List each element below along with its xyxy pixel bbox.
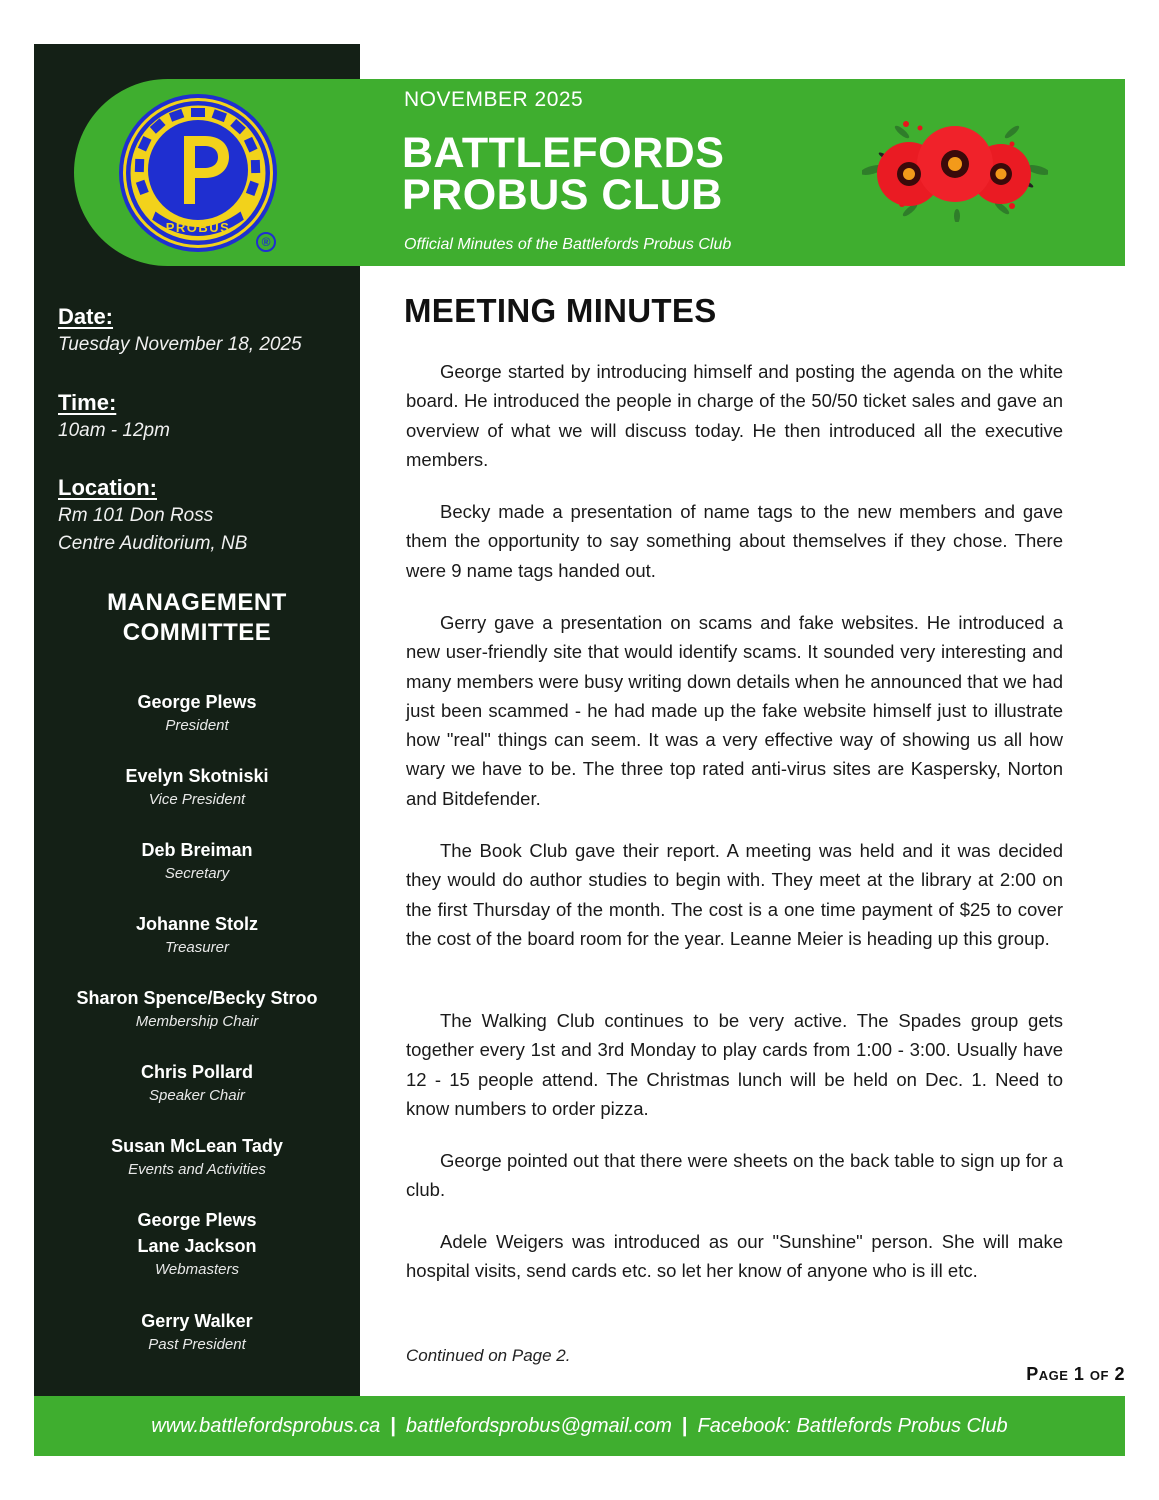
time-block bbox=[58, 389, 170, 445]
time-value: 10am - 12pm bbox=[58, 420, 170, 441]
paragraph-text: Adele Weigers was introduced as our "Sunshine" person. She will make hospital visits, send cards etc. so let her know of anyone who is ill etc. bbox=[406, 1231, 1063, 1282]
member-name: Deb Breiman bbox=[141, 840, 253, 860]
club-title bbox=[402, 129, 725, 219]
committee-member bbox=[34, 689, 360, 737]
svg-text:PROBUS: PROBUS bbox=[165, 220, 231, 235]
member-role: Speaker Chair bbox=[149, 1087, 245, 1104]
paragraph-text: George pointed out that there were sheets on the back table to sign up for a club. bbox=[406, 1150, 1063, 1201]
time-label: Time: bbox=[58, 390, 117, 415]
continued-note: Continued on Page 2. bbox=[406, 1346, 571, 1365]
committee-member bbox=[34, 985, 360, 1033]
paragraph bbox=[406, 1227, 1063, 1286]
committee-heading bbox=[34, 588, 360, 648]
paragraph bbox=[406, 1146, 1063, 1205]
member-role: Vice President bbox=[148, 791, 246, 808]
committee-member bbox=[34, 763, 360, 811]
paragraph-text: The Walking Club continues to be very active. The Spades group gets together every 1st and 3rd Monday to play cards from 1:00 - 3:00. Usually have 12 - 15 people attend. The Christmas lunch will be held on Dec. 1. Need to know numbers to order pizza. bbox=[406, 1010, 1063, 1119]
member-role: President bbox=[165, 717, 229, 734]
footer-separator: | bbox=[681, 1414, 688, 1437]
location-label: Location: bbox=[58, 475, 157, 500]
member-name: Chris Pollard bbox=[140, 1062, 254, 1082]
member-name: Gerry Walker bbox=[141, 1311, 253, 1331]
footer-bar bbox=[34, 1396, 1125, 1456]
committee-heading-line2: COMMITTEE bbox=[122, 619, 272, 646]
committee-member bbox=[34, 837, 360, 885]
paragraph bbox=[406, 497, 1063, 585]
member-name-2: Lane Jackson bbox=[137, 1236, 257, 1256]
committee-member bbox=[34, 1133, 360, 1181]
location-block bbox=[58, 474, 247, 558]
header-subtitle: Official Minutes of the Battlefords Probus Club bbox=[404, 236, 732, 253]
website-link[interactable]: www.battlefordsprobus.ca bbox=[151, 1414, 381, 1437]
member-role: Past President bbox=[148, 1336, 246, 1353]
member-role: Events and Activities bbox=[128, 1161, 266, 1178]
paragraph-text: The Book Club gave their report. A meeting was held and it was decided they would do author studies to begin with. They meet at the library at 2:00 on the first Thursday of the month. The cost is a one time payment of $25 to cover the cost of the board room for the year. Leanne Meier is heading up this group. bbox=[406, 840, 1063, 949]
club-title-line2: PROBUS CLUB bbox=[402, 171, 723, 219]
member-name: Sharon Spence/Becky Stroo bbox=[76, 988, 318, 1008]
member-role: Treasurer bbox=[165, 939, 229, 956]
committee-member bbox=[34, 1207, 360, 1281]
date-block bbox=[58, 303, 302, 359]
member-role: Webmasters bbox=[155, 1261, 239, 1278]
facebook-link[interactable]: Facebook: Battlefords Probus Club bbox=[697, 1414, 1008, 1437]
club-title-line1: BATTLEFORDS bbox=[402, 129, 725, 177]
member-name: Johanne Stolz bbox=[135, 914, 258, 934]
paragraph bbox=[406, 1006, 1063, 1123]
issue-month: NOVEMBER 2025 bbox=[404, 88, 584, 111]
member-role: Membership Chair bbox=[135, 1013, 259, 1030]
paragraph bbox=[406, 357, 1063, 474]
date-label: Date: bbox=[58, 304, 114, 329]
member-name: George Plews bbox=[137, 1210, 257, 1230]
location-line2: Centre Auditorium, NB bbox=[58, 533, 248, 554]
committee-heading-line1: MANAGEMENT bbox=[107, 589, 287, 616]
registered-mark: ® bbox=[256, 232, 276, 252]
paragraph bbox=[406, 608, 1063, 813]
committee-member bbox=[34, 1308, 360, 1356]
paragraph-text: Gerry gave a presentation on scams and fake websites. He introduced a new user-friendly site that would identify scams. It sounded very interesting and many members were busy writing down details when he announced that we had just been scammed - he had made up the fake website himself just to illustrate how "real" things can seem. It was a very effective way of showing us all how wary we have to be. The three top rated anti-virus sites are Kaspersky, Norton and Bitdefender. bbox=[406, 612, 1063, 809]
footer-separator: | bbox=[390, 1414, 396, 1437]
member-role: Secretary bbox=[164, 865, 230, 882]
email-link[interactable]: battlefordsprobus@gmail.com bbox=[405, 1414, 672, 1437]
date-value: Tuesday November 18, 2025 bbox=[58, 334, 302, 355]
location-line1: Rm 101 Don Ross bbox=[58, 505, 214, 526]
member-name: George Plews bbox=[137, 692, 257, 712]
paragraph-text: George started by introducing himself and posting the agenda on the white board. He introduced the people in charge of the 50/50 ticket sales and gave an overview of what we will discuss today. He then introduced all the executive members. bbox=[406, 361, 1063, 470]
probus-logo-icon bbox=[117, 92, 279, 254]
paragraph-text: Becky made a presentation of name tags to the new members and gave them the opportunity to say something about themselves if they chose. There were 9 name tags handed out. bbox=[406, 501, 1063, 581]
member-name: Evelyn Skotniski bbox=[125, 766, 269, 786]
committee-member bbox=[34, 911, 360, 959]
committee-member bbox=[34, 1059, 360, 1107]
page-title: MEETING MINUTES bbox=[404, 292, 717, 329]
page-number: Page 1 of 2 bbox=[1026, 1364, 1125, 1384]
paragraph bbox=[406, 836, 1063, 953]
member-name: Susan McLean Tady bbox=[111, 1136, 283, 1156]
poppy-flowers-icon bbox=[862, 118, 1048, 222]
